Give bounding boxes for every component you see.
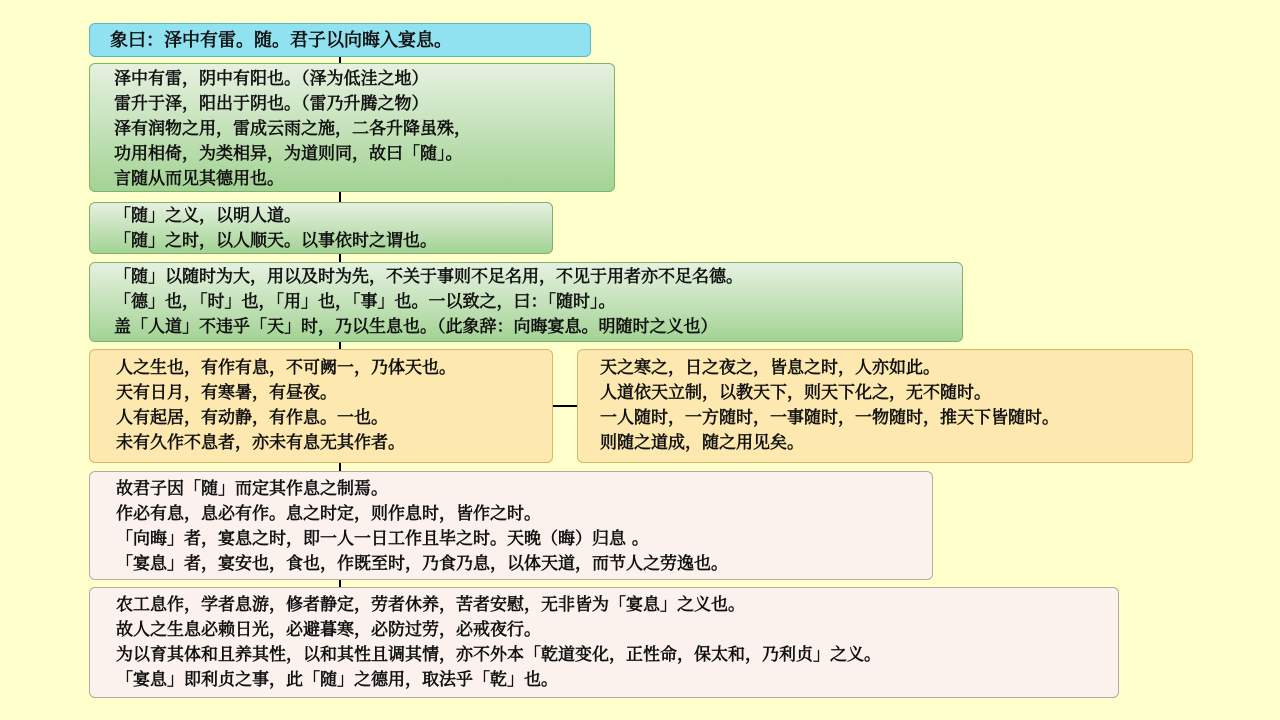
text-line: 一人随时，一方随时，一事随时，一物随时，推天下皆随时。	[600, 408, 1059, 428]
explanation-box-2	[89, 202, 553, 254]
text-line: 天之寒之，日之夜之，皆息之时，人亦如此。	[600, 358, 940, 378]
side-connector-line	[553, 405, 577, 407]
explanation-box-1	[89, 63, 615, 192]
text-line: 言随从而见其德用也。	[114, 169, 284, 189]
text-line: 功用相倚，为类相异，为道则同，故曰「随」。	[114, 144, 463, 164]
text-line: 「宴息」者，宴安也，食也，作既至时，乃食乃息，以体天道，而节人之劳逸也。	[116, 554, 728, 574]
text-line: 人之生也，有作有息，不可阙一，乃体天也。	[116, 358, 456, 378]
explanation-box-6	[89, 471, 933, 580]
text-line: 则随之道成，随之用见矣。	[600, 433, 804, 453]
text-line: 作必有息，息必有作。息之时定，则作息时，皆作之时。	[116, 504, 541, 524]
text-line: 「向晦」者，宴息之时，即一人一日工作且毕之时。天晚（晦）归息 。	[116, 529, 649, 549]
text-line: 泽中有雷，阴中有阳也。（泽为低洼之地）	[114, 69, 429, 89]
text-line: 故人之生息必赖日光，必避暮寒，必防过劳，必戒夜行。	[116, 620, 541, 640]
explanation-box-7	[89, 587, 1119, 698]
text-line: 盖「人道」不违乎「天」时，乃以生息也。（此象辞：向晦宴息。明随时之义也）	[114, 317, 718, 337]
text-line: 雷升于泽，阳出于阴也。（雷乃升腾之物）	[114, 94, 429, 114]
text-line: 「宴息」即利贞之事，此「随」之德用，取法乎「乾」也。	[116, 670, 558, 690]
text-line: 泽有润物之用，雷成云雨之施，二各升降虽殊，	[114, 119, 471, 139]
text-line: 人有起居，有动静，有作息。一也。	[116, 408, 388, 428]
text-line: 为以育其体和且养其性，以和其性且调其情，亦不外本「乾道变化，正性命，保太和，乃利贞」之义。	[116, 645, 881, 665]
text-line: 「随」以随时为大，用以及时为先，不关于事则不足名用，不见于用者亦不足名德。	[114, 267, 743, 287]
text-line: 未有久作不息者，亦未有息无其作者。	[116, 433, 405, 453]
text-line: 「随」之义，以明人道。	[114, 206, 301, 226]
text-line: 故君子因「随」而定其作息之制焉。	[116, 479, 388, 499]
title-box: 象曰：泽中有雷。随。君子以向晦入宴息。	[89, 23, 591, 57]
text-line: 天有日月，有寒暑，有昼夜。	[116, 383, 337, 403]
text-line: 「随」之时，以人顺天。以事依时之谓也。	[114, 231, 437, 251]
explanation-box-5	[577, 349, 1193, 463]
text-line: 人道依天立制，以教天下，则天下化之，无不随时。	[600, 383, 991, 403]
text-line: 农工息作，学者息游，修者静定，劳者休养，苦者安慰，无非皆为「宴息」之义也。	[116, 595, 745, 615]
text-line: 「德」也，「时」也，「用」也，「事」也。一以致之，曰：「随时」。	[114, 292, 616, 312]
explanation-box-3	[89, 262, 963, 342]
explanation-box-4	[89, 349, 553, 463]
